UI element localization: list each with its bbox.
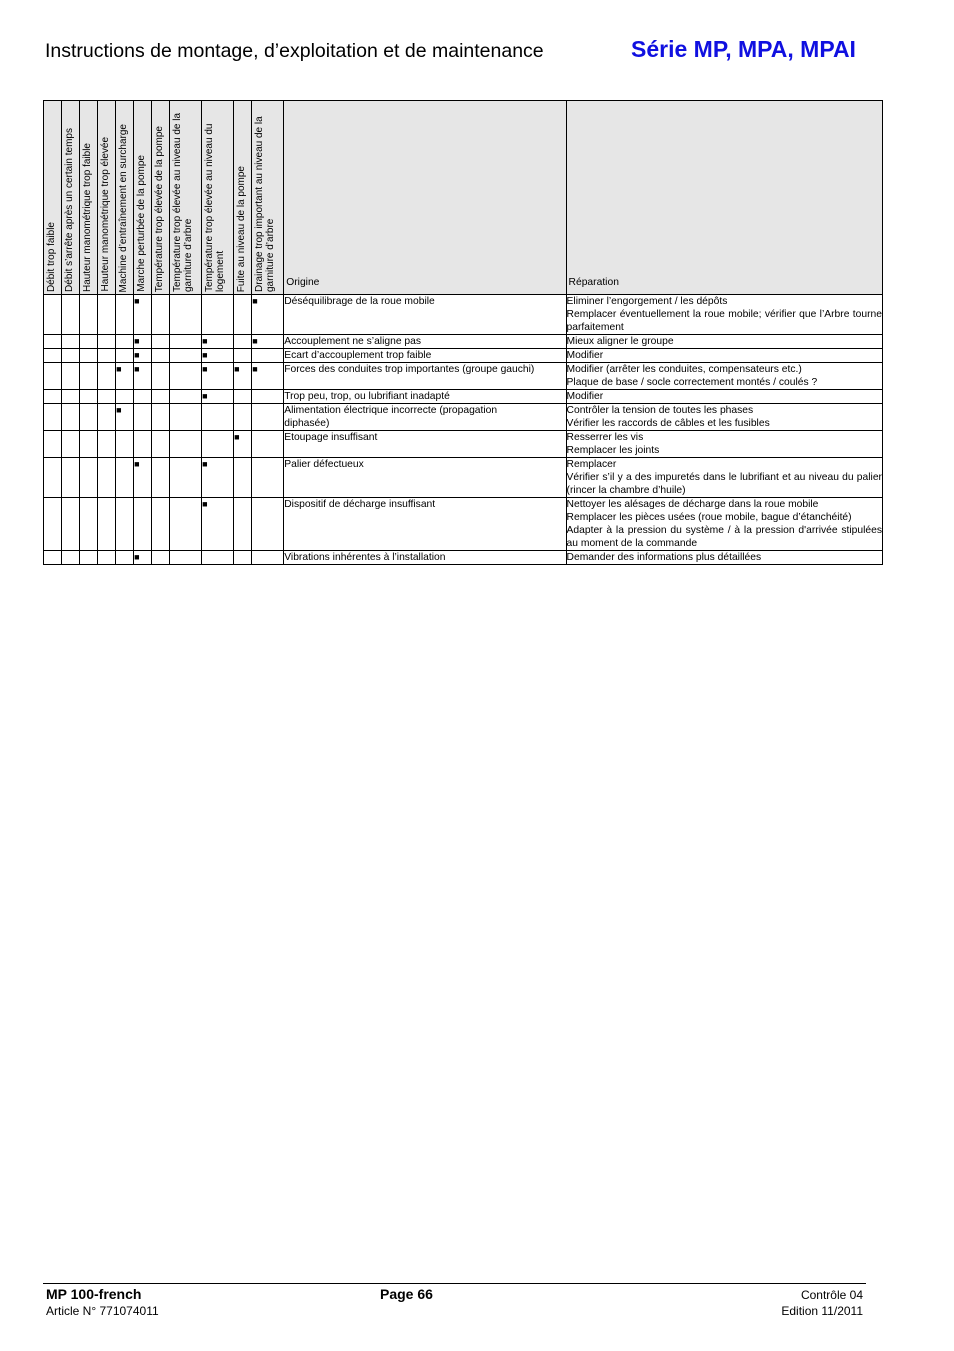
empty-cell <box>80 335 98 349</box>
empty-cell <box>170 295 202 335</box>
origin-text: diphasée) <box>284 418 330 429</box>
repair-text: Adapter à la pression du système / à la pression d'arrivée stipulées au moment de la commande <box>566 525 882 549</box>
symptom-label: Température trop élevée de la pompe <box>154 125 166 292</box>
symptom-label: Débit s’arrête après un certain temps <box>64 128 76 292</box>
empty-cell <box>44 349 62 363</box>
empty-cell <box>152 431 170 458</box>
empty-cell <box>62 390 80 404</box>
empty-cell <box>44 404 62 431</box>
origin-cell <box>284 551 566 565</box>
repair-header-label: Réparation <box>568 277 619 288</box>
empty-cell <box>80 363 98 390</box>
empty-cell <box>170 404 202 431</box>
empty-cell <box>152 498 170 551</box>
repair-text: Demander des informations plus détaillées <box>566 552 762 563</box>
origin-header <box>284 101 566 295</box>
empty-cell <box>202 431 234 458</box>
empty-cell <box>62 551 80 565</box>
footer-page-number: Page 66 <box>380 1286 433 1302</box>
empty-cell <box>98 404 116 431</box>
symptom-mark: ■ <box>202 335 234 349</box>
repair-text: Nettoyer les alésages de décharge dans la roue mobile <box>566 499 819 510</box>
empty-cell <box>152 335 170 349</box>
empty-cell <box>152 551 170 565</box>
origin-text: Ecart d’accouplement trop faible <box>284 350 432 361</box>
symptom-label: Hauteur manométrique trop faible <box>82 143 94 292</box>
repair-header <box>566 101 882 295</box>
symptom-mark: ■ <box>134 335 152 349</box>
empty-cell <box>80 349 98 363</box>
symptom-header <box>170 101 202 295</box>
empty-cell <box>234 498 252 551</box>
footer-edition: Edition 11/2011 <box>781 1304 863 1318</box>
symptom-mark: ■ <box>252 335 284 349</box>
empty-cell <box>62 295 80 335</box>
repair-cell <box>566 295 882 335</box>
symptom-label: Fuite au niveau de la pompe <box>236 165 248 292</box>
empty-cell <box>116 551 134 565</box>
footer-article: Article N° 771074011 <box>46 1304 159 1318</box>
empty-cell <box>170 363 202 390</box>
symptom-mark: ■ <box>252 295 284 335</box>
repair-cell <box>566 431 882 458</box>
table-row <box>44 431 883 458</box>
repair-text: Vérifier les raccords de câbles et les fusibles <box>566 418 770 429</box>
origin-cell <box>284 295 566 335</box>
empty-cell <box>44 431 62 458</box>
table-row <box>44 390 883 404</box>
symptom-header <box>234 101 252 295</box>
empty-cell <box>152 363 170 390</box>
empty-cell <box>152 390 170 404</box>
empty-cell <box>98 335 116 349</box>
empty-cell <box>116 390 134 404</box>
empty-cell <box>116 458 134 498</box>
origin-cell <box>284 335 566 349</box>
empty-cell <box>62 349 80 363</box>
empty-cell <box>234 404 252 431</box>
empty-cell <box>202 551 234 565</box>
empty-cell <box>202 295 234 335</box>
repair-cell <box>566 498 882 551</box>
empty-cell <box>170 431 202 458</box>
empty-cell <box>62 458 80 498</box>
empty-cell <box>98 551 116 565</box>
origin-cell <box>284 431 566 458</box>
symptom-mark: ■ <box>202 498 234 551</box>
symptom-mark: ■ <box>134 349 152 363</box>
table-row <box>44 498 883 551</box>
repair-text: Remplacer <box>566 459 617 470</box>
symptom-mark: ■ <box>134 295 152 335</box>
empty-cell <box>152 295 170 335</box>
empty-cell <box>116 349 134 363</box>
origin-text: Accouplement ne s’aligne pas <box>284 336 422 347</box>
empty-cell <box>62 404 80 431</box>
empty-cell <box>252 551 284 565</box>
origin-text: Déséquilibrage de la roue mobile <box>284 296 435 307</box>
empty-cell <box>252 390 284 404</box>
symptom-header <box>252 101 284 295</box>
empty-cell <box>80 498 98 551</box>
repair-cell <box>566 349 882 363</box>
repair-text: Remplacer les joints <box>566 445 660 456</box>
repair-text: Plaque de base / socle correctement montés / coulés ? <box>566 377 818 388</box>
symptom-mark: ■ <box>202 363 234 390</box>
empty-cell <box>170 349 202 363</box>
empty-cell <box>44 390 62 404</box>
repair-text: Modifier <box>566 391 604 402</box>
symptom-mark: ■ <box>116 404 134 431</box>
empty-cell <box>234 551 252 565</box>
empty-cell <box>44 498 62 551</box>
symptom-header <box>44 101 62 295</box>
symptom-mark: ■ <box>252 363 284 390</box>
empty-cell <box>44 458 62 498</box>
symptom-header <box>152 101 170 295</box>
empty-cell <box>170 335 202 349</box>
empty-cell <box>80 458 98 498</box>
repair-text: Remplacer éventuellement la roue mobile; vérifier que l’Arbre tourne parfaitement <box>566 309 882 333</box>
symptom-mark: ■ <box>234 363 252 390</box>
origin-text: Palier défectueux <box>284 459 364 470</box>
repair-text: Vérifier s’il y a des impuretés dans le lubrifiant et au niveau du palier (rincer la chambre d’huile) <box>566 472 882 496</box>
empty-cell <box>252 431 284 458</box>
origin-cell <box>284 458 566 498</box>
empty-cell <box>80 431 98 458</box>
empty-cell <box>152 458 170 498</box>
repair-cell <box>566 458 882 498</box>
origin-text: Alimentation électrique incorrecte (propagation <box>284 405 498 416</box>
symptom-mark: ■ <box>234 431 252 458</box>
repair-text: Mieux aligner le groupe <box>566 336 674 347</box>
repair-cell <box>566 551 882 565</box>
origin-cell <box>284 349 566 363</box>
origin-text: Etoupage insuffisant <box>284 432 378 443</box>
table-row <box>44 295 883 335</box>
empty-cell <box>80 404 98 431</box>
symptom-label: Température trop élevée au niveau du logement <box>204 123 227 292</box>
origin-text: Trop peu, trop, ou lubrifiant inadapté <box>284 391 450 402</box>
symptom-mark: ■ <box>134 363 152 390</box>
symptom-header <box>202 101 234 295</box>
table-row <box>44 404 883 431</box>
empty-cell <box>234 390 252 404</box>
symptom-header <box>134 101 152 295</box>
origin-cell <box>284 404 566 431</box>
empty-cell <box>44 363 62 390</box>
empty-cell <box>134 431 152 458</box>
repair-text: Modifier (arrêter les conduites, compensateurs etc.) <box>566 364 802 375</box>
repair-cell <box>566 335 882 349</box>
repair-text: Remplacer les pièces usées (roue mobile, bague d’étanchéité) <box>566 512 852 523</box>
repair-cell <box>566 363 882 390</box>
origin-text: Dispositif de décharge insuffisant <box>284 499 436 510</box>
empty-cell <box>234 349 252 363</box>
repair-cell <box>566 390 882 404</box>
empty-cell <box>252 349 284 363</box>
empty-cell <box>44 295 62 335</box>
empty-cell <box>98 363 116 390</box>
empty-cell <box>80 295 98 335</box>
symptom-label: Température trop élevée au niveau de la garniture d’arbre <box>172 112 195 292</box>
empty-cell <box>98 458 116 498</box>
symptom-mark: ■ <box>202 390 234 404</box>
empty-cell <box>234 458 252 498</box>
symptom-header <box>116 101 134 295</box>
origin-cell <box>284 390 566 404</box>
empty-cell <box>152 349 170 363</box>
empty-cell <box>44 335 62 349</box>
empty-cell <box>234 335 252 349</box>
document-title: Instructions de montage, d’exploitation et de maintenance <box>45 40 544 62</box>
empty-cell <box>62 431 80 458</box>
origin-text: Forces des conduites trop importantes (groupe gauchi) <box>284 364 535 375</box>
empty-cell <box>62 363 80 390</box>
empty-cell <box>134 498 152 551</box>
repair-text: Contrôler la tension de toutes les phases <box>566 405 754 416</box>
empty-cell <box>170 458 202 498</box>
empty-cell <box>134 404 152 431</box>
table-row <box>44 335 883 349</box>
empty-cell <box>152 404 170 431</box>
origin-cell <box>284 498 566 551</box>
symptom-header <box>98 101 116 295</box>
symptom-mark: ■ <box>202 458 234 498</box>
repair-text: Modifier <box>566 350 604 361</box>
troubleshooting-table <box>43 100 883 565</box>
empty-cell <box>98 295 116 335</box>
empty-cell <box>116 295 134 335</box>
empty-cell <box>98 498 116 551</box>
empty-cell <box>252 498 284 551</box>
footer-control: Contrôle 04 <box>800 1288 863 1302</box>
symptom-label: Marche perturbée de la pompe <box>136 155 148 292</box>
symptom-label: Débit trop faible <box>46 221 57 292</box>
empty-cell <box>252 458 284 498</box>
series-title: Série MP, MPA, MPAI <box>631 36 856 62</box>
table-row <box>44 363 883 390</box>
empty-cell <box>62 498 80 551</box>
empty-cell <box>62 335 80 349</box>
footer-divider <box>43 1283 866 1284</box>
empty-cell <box>116 335 134 349</box>
symptom-mark: ■ <box>134 551 152 565</box>
empty-cell <box>252 404 284 431</box>
symptom-label: Drainage trop important au niveau de la garniture d’arbre <box>254 116 277 292</box>
empty-cell <box>170 551 202 565</box>
empty-cell <box>116 498 134 551</box>
origin-cell <box>284 363 566 390</box>
empty-cell <box>170 498 202 551</box>
symptom-header <box>80 101 98 295</box>
table-row <box>44 458 883 498</box>
footer-doc-name: MP 100-french <box>46 1286 142 1302</box>
empty-cell <box>234 295 252 335</box>
empty-cell <box>98 431 116 458</box>
empty-cell <box>80 390 98 404</box>
empty-cell <box>134 390 152 404</box>
empty-cell <box>80 551 98 565</box>
origin-text: Vibrations inhérentes à l’installation <box>284 552 446 563</box>
symptom-mark: ■ <box>116 363 134 390</box>
repair-text: Eliminer l’engorgement / les dépôts <box>566 296 728 307</box>
empty-cell <box>44 551 62 565</box>
symptom-mark: ■ <box>202 349 234 363</box>
empty-cell <box>98 349 116 363</box>
table-row <box>44 551 883 565</box>
empty-cell <box>98 390 116 404</box>
repair-text: Resserrer les vis <box>566 432 644 443</box>
empty-cell <box>202 404 234 431</box>
symptom-header <box>62 101 80 295</box>
table-header-row <box>44 101 883 295</box>
repair-cell <box>566 404 882 431</box>
empty-cell <box>116 431 134 458</box>
origin-header-label: Origine <box>286 277 320 288</box>
table-row <box>44 349 883 363</box>
symptom-label: Hauteur manométrique trop élevée <box>100 137 112 292</box>
empty-cell <box>170 390 202 404</box>
symptom-mark: ■ <box>134 458 152 498</box>
symptom-label: Machine d’entraînement en surcharge <box>118 123 130 292</box>
